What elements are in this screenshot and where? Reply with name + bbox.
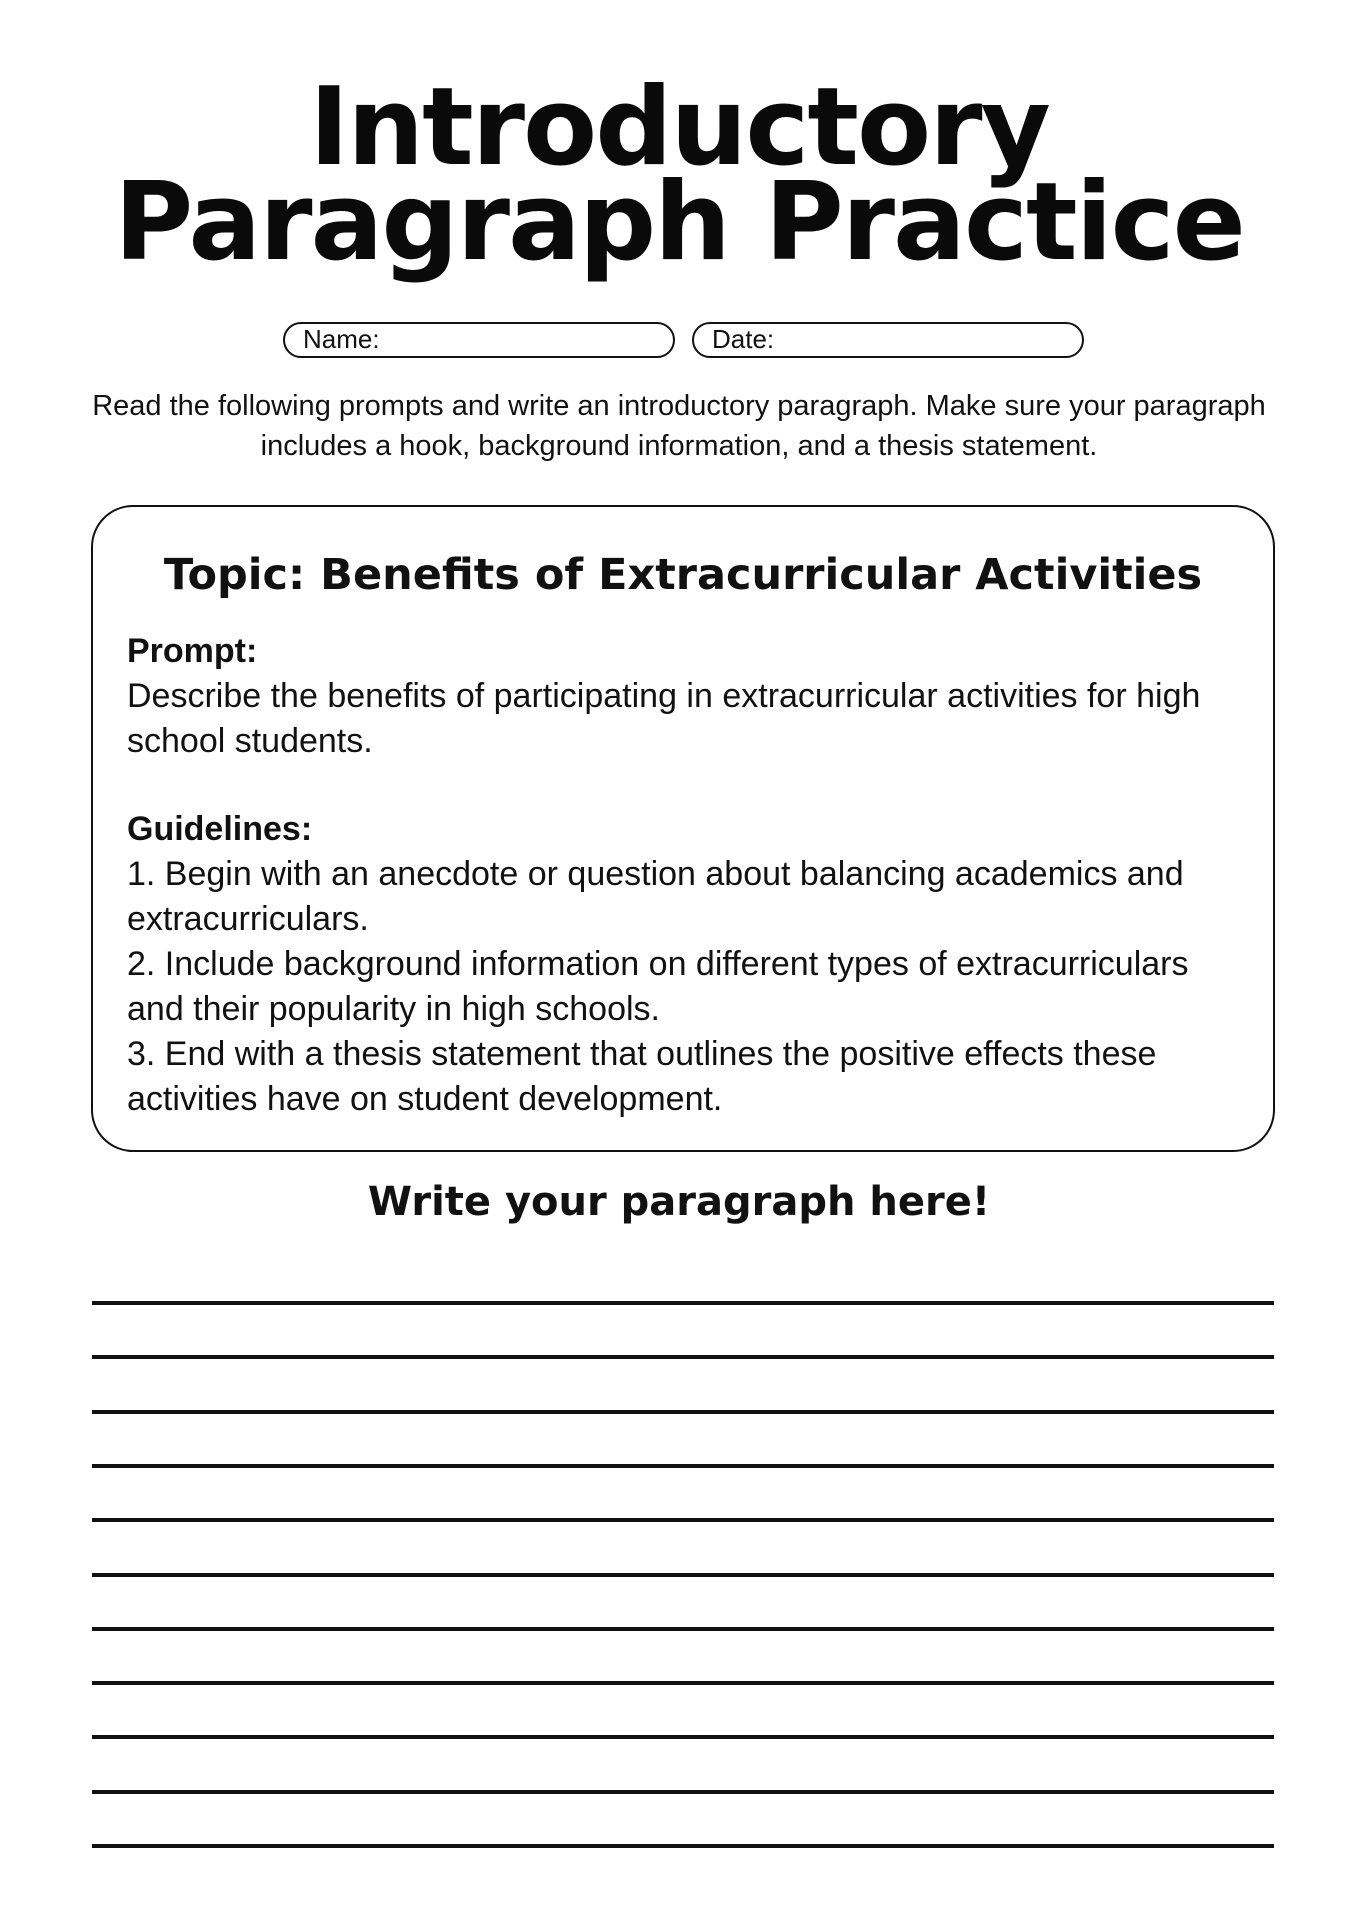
- writing-line[interactable]: [92, 1464, 1274, 1468]
- writing-line[interactable]: [92, 1790, 1274, 1794]
- writing-line[interactable]: [92, 1735, 1274, 1739]
- page-title-line-1: Introductory: [309, 65, 1049, 190]
- writing-line[interactable]: [92, 1355, 1274, 1359]
- writing-line[interactable]: [92, 1518, 1274, 1522]
- guidelines-heading: Guidelines:: [127, 810, 313, 848]
- date-field[interactable]: [692, 322, 1084, 358]
- prompt-text: Describe the benefits of participating in extracurricular activities for high school students.: [127, 677, 1201, 760]
- writing-line[interactable]: [92, 1681, 1274, 1685]
- writing-line[interactable]: [92, 1573, 1274, 1577]
- topic-title: Topic: Benefits of Extracurricular Activities: [163, 550, 1203, 600]
- guidelines-section: [127, 807, 1247, 1122]
- guideline-item-3: 3. End with a thesis statement that outlines the positive effects these activities have on student development.: [127, 1035, 1157, 1118]
- name-field-label: Name:: [303, 324, 380, 354]
- writing-line[interactable]: [92, 1301, 1274, 1305]
- page-title-line-2: Paragraph Practice: [114, 160, 1244, 285]
- write-paragraph-heading: Write your paragraph here!: [367, 1179, 991, 1225]
- instructions-text: Read the following prompts and write an introductory paragraph. Make sure your paragraph includes a hook, background information, and a thesis statement.: [92, 390, 1266, 462]
- prompt-heading: Prompt:: [127, 632, 258, 670]
- prompt-section: [127, 629, 1247, 764]
- writing-line[interactable]: [92, 1844, 1274, 1848]
- topic-box: [91, 505, 1275, 1152]
- date-field-label: Date:: [712, 324, 775, 354]
- writing-line[interactable]: [92, 1410, 1274, 1414]
- name-field[interactable]: [283, 322, 675, 358]
- guideline-item-2: 2. Include background information on different types of extracurriculars and their popularity in high schools.: [127, 945, 1189, 1028]
- writing-line[interactable]: [92, 1627, 1274, 1631]
- guideline-item-1: 1. Begin with an anecdote or question about balancing academics and extracurriculars.: [127, 855, 1184, 938]
